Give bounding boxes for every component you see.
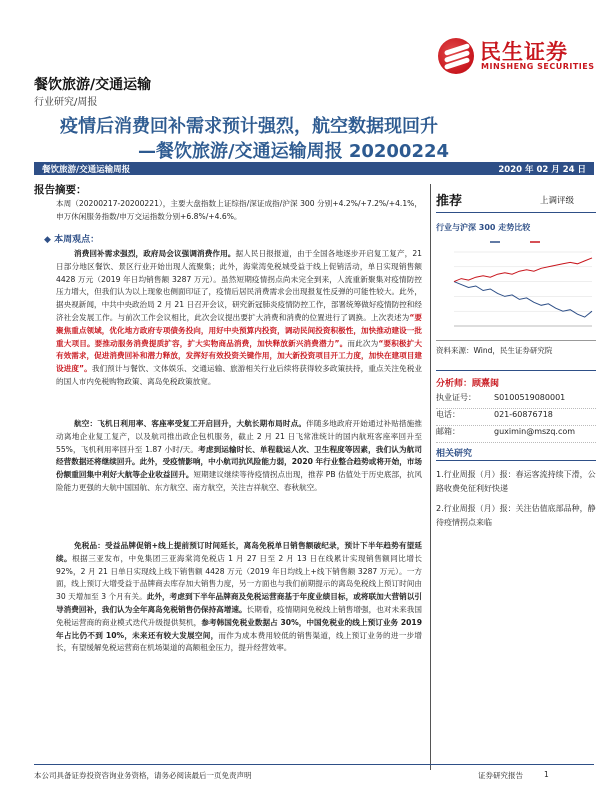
chart-rule	[436, 340, 596, 341]
chart-source: 资料来源：Wind，民生证券研究院	[436, 346, 553, 355]
rating-rule	[436, 212, 596, 213]
analyst-row-key: 电话：	[436, 410, 460, 419]
minsheng-logo-icon	[438, 38, 474, 74]
chart-series-line-1	[454, 282, 592, 318]
report-subtitle: —餐饮旅游/交通运输周报 20200224	[138, 141, 450, 162]
body-paragraph-2: 航空：飞机日利用率、客座率受复工开启回升，大航长期布局时点。伴随多地政府开始通过补贴措施推动离地企业复工复产，以及航司推出政企包机服务，截止 2 月 21 日飞常准统计的国内航班客座率回升至 55%，飞机利用率回升至 1.87 小时/天。考虑到运输时长、单程载运人次、卫生程度等因素，我们认为航司经营数据还将继续回升。此外，受疫情影响，中小航司抗风险能力弱，2020 年行业整合趋势或将开始，市场份额重回集中利好大航等企业收益回升。短期建议继续等待疫情拐点出现，推荐 PB 估值处于历史底部，抗风险能力更强的大航中国国航、东方航空、南方航空，关注吉祥航空、春秋航空。	[56, 419, 423, 492]
page-number: 1	[544, 770, 549, 779]
rating-block	[436, 190, 596, 209]
analyst-info	[436, 392, 596, 443]
sector-label: 餐饮旅游/交通运输	[34, 77, 152, 93]
analyst-row-key: 邮箱：	[436, 427, 460, 436]
column-divider	[430, 184, 431, 770]
rating-label: 推荐	[436, 194, 463, 209]
analyst-row-value: S0100519080001	[494, 393, 566, 402]
related-rule	[436, 460, 596, 461]
disclaimer-text: 本公司具备证券投资咨询业务资格，请务必阅读最后一页免责声明	[34, 771, 252, 780]
analyst-row	[436, 392, 596, 409]
brand-name-en: MINSHENG SECURITIES	[481, 62, 595, 71]
analyst-row-value: 021-60876718	[494, 410, 553, 419]
analyst-title: 分析师：顾熹闽	[436, 379, 500, 389]
footer-rule	[34, 764, 594, 765]
analyst-row-value[interactable]: guximin@mszq.com	[494, 427, 576, 436]
rating-note: 上调评级	[540, 196, 575, 206]
body-paragraph-1: 消费回补需求强烈，政府局会议强调消费作用。据人民日报报道，由于全国各地逐步开启复工复产，21 日部分地区餐饮、景区行业开始出现人流聚集；此外，海棠湾免税城受益于线上促销活动，单日实现销售额 4428 万元（2019 年日均销售额 3287 万元）。虽然短期疫情拐点尚未完全到来，人流重新聚集对疫情防控压力增大，但我们认为以上现象也侧面印证了，疫情后居民消费需求会出现报复性反弹的可能性较大。此外，据央视新闻，中共中央政治局 2 月 21 日召开会议，研究新冠肺炎疫情防控工作，部署统筹做好疫情防控和经济社会发展工作。与前次工作会议相比，此次会议提出要扩大消费和消费的位置进行了调换。上次表述为“要聚焦重点领域，优化地方政府专项债务投向，用好中央预算内投资，调动民间投资积极性，加快推动建设一批重大项目。要推动服务消费提质扩容，扩大实物商品消费，加快释放新兴消费潜力”。而此次为“要积极扩大有效需求，促进消费回补和潜力释放，发挥好有效投资关键作用，加大新投资项目开工力度，加快在建项目建设进度”。我们预计与餐饮、文体娱乐、交通运输、旅游相关行业后续将获得较多政策扶持，重点关注免税业的国人市内免税购物政策、离岛免税政策放宽。	[56, 249, 422, 386]
trend-chart	[440, 236, 596, 336]
report-title: 疫情后消费回补需求预计强烈，航空数据现回升	[60, 116, 438, 137]
brand-name-cn: 民生证券	[480, 40, 568, 64]
footer-right: 证券研究报告	[478, 771, 523, 780]
band-date: 2020 年 02 月 24 日	[498, 165, 586, 175]
market-summary: 本周（20200217-20200221），主要大盘指数上证综指/深证成指/沪深 300 分别+4.2%/+7.2%/+4.1%，申万休闲服务指数/申万交运指数分别+6.8%/+4.6%。	[56, 199, 422, 221]
related-title: 相关研究	[436, 449, 473, 459]
related-item-link[interactable]: 1.行业周报（月）报：春运客流持续下滑，公路收费免征利好快递	[436, 470, 596, 493]
body-paragraph-3: 免税品：受益品牌促销+线上提前预订时间延长，离岛免税单日销售额破纪录，预计下半年趋势有望延续。根据三亚发布，中免集团三亚海棠湾免税店 1 月 27 日至 2 月 13 日在线累计实现销售额同比增长 92%，2 月 21 日单日实现线上线下销售额 4428 万元（2019 年日均线上+线下销售额 3287 万元）。一方面，线上预订大增受益于品牌商去库存加大销售力度，另一方面也与我们前期提示的离岛免税线上预订时间由 30 天增加至 3 个月有关。此外，考虑到下半年品牌商及免税运营商基于年度业绩目标，或将联加大营销以引导消费回补，我们认为全年离岛免税销售仍保持高增速。长期看，疫情期间免税线上销售增强，也对未来我国免税运营商的商业模式迭代升级提供契机，参考韩国免税业数据占 30%，中国免税业的线上预订业务 2019 年占比仍不到 10%，未来还有较大发展空间，而作为成本费用较低的销售渠道，线上预订业务的进一步增长，有望缓解免税运营商在机场渠道的高额租金压力，提升经营效率。	[56, 541, 422, 653]
chart-series-line-2	[454, 258, 592, 282]
summary-label: 报告摘要：	[34, 184, 87, 196]
analyst-rule	[436, 370, 596, 371]
report-type: 行业研究/周报	[34, 97, 98, 108]
chart-title: 行业与沪深 300 走势比较	[436, 223, 531, 232]
analyst-row	[436, 409, 596, 426]
viewpoint-label: ◆ 本周观点：	[44, 235, 100, 245]
band-left-text: 餐饮旅游/交通运输周报	[42, 165, 131, 175]
related-item-link[interactable]: 2.行业周报（月）报：关注估值底部品种，静待疫情拐点来临	[436, 504, 596, 527]
analyst-row-key: 执业证号：	[436, 393, 476, 402]
header-band	[34, 162, 594, 175]
analyst-row	[436, 426, 596, 443]
related-list	[436, 468, 596, 536]
